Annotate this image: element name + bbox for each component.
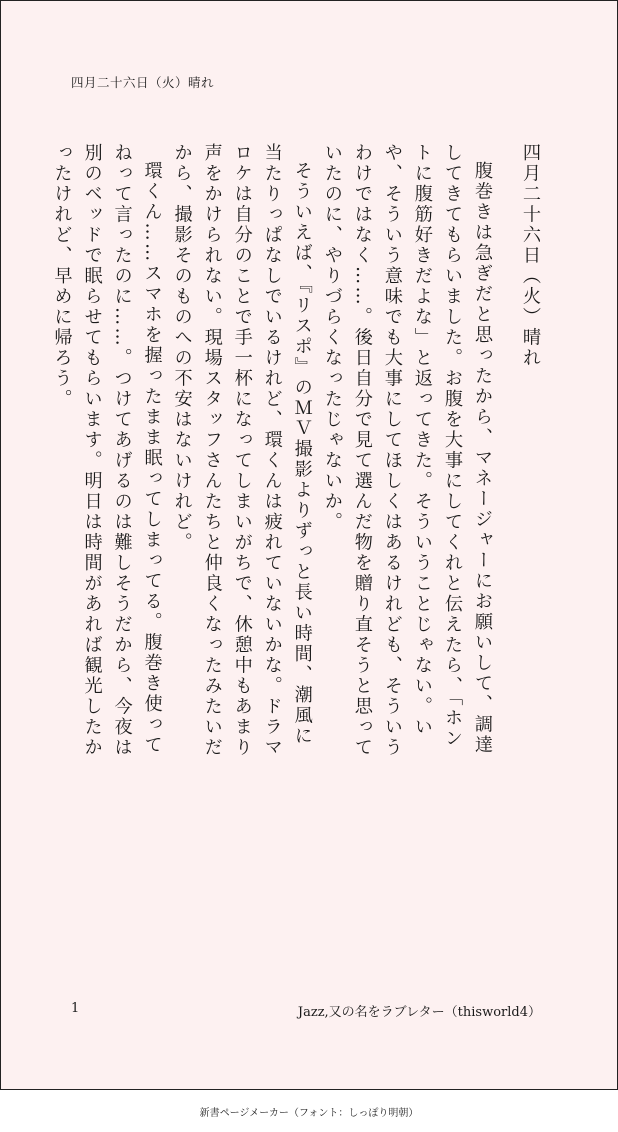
- running-header: 四月二十六日（火）晴れ: [71, 75, 215, 90]
- paragraph: そういえば、『リスポ』のＭＶ撮影よりずっと長い時間、潮風に当たりっぱなしでいるけれど、環くんは疲れていないかな。ドラマロケは自分のことで手一杯になってしまいがちで、休憩中もあまり声をかけられない。現場スタッフさんたちと仲良くなったみたいだから、撮影そのものへの不安はないけれど。: [171, 143, 313, 758]
- vertical-body-text: [47, 143, 546, 763]
- page-number: 1: [71, 1001, 80, 1016]
- paragraph: 腹巻きは急ぎだと思ったから、マネージャーにお願いして、調達してきてもらいました。お腹を大事にしてくれと伝えたら、「ホントに腹筋好きだよな」と返ってきた。そういうことじゃない。いや、そういう意味でも大事にしてほしくはあるけれども、そういうわけではなく……。後日自分で見て選んだ物を贈り直そうと思っていたのに、やりづらくなったじゃないか。: [321, 143, 493, 758]
- author-credit: Jazz,又の名をラブレター（thisworld4）: [297, 1005, 541, 1020]
- paragraph: 環くん……スマホを握ったまま眠ってしまってる。腹巻き使ってねって言ったのに……。つけてあげるのは難しそうだから、今夜は別のベッドで眠らせてもらいます。明日は時間があれば観光したかったけれど、早めに帰ろう。: [51, 143, 163, 758]
- page-title: 四月二十六日（火）晴れ: [520, 143, 541, 369]
- generator-credit: 新書ページメーカー（フォント：しっぽり明朝）: [199, 1108, 419, 1119]
